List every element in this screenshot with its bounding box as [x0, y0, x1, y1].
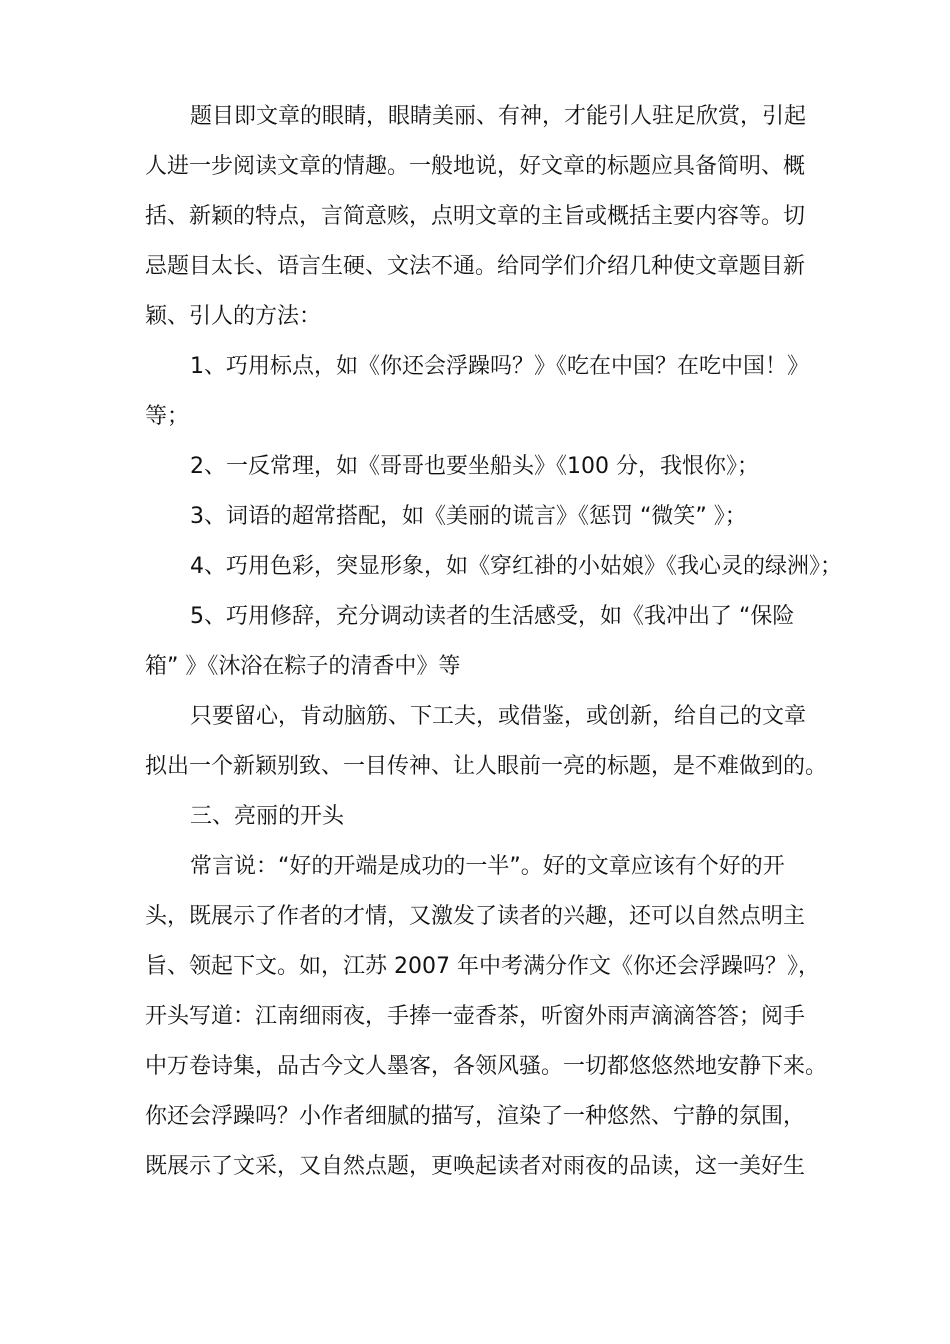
- paragraph-line: 头，既展示了作者的才情，又激发了读者的兴趣，还可以自然点明主: [145, 904, 806, 929]
- list-item: 4、巧用色彩，突显形象，如《穿红褂的小姑娘》《我心灵的绿洲》；: [190, 554, 842, 579]
- paragraph-line: 开头写道：江南细雨夜，手捧一壶香茶，听窗外雨声滴滴答答；阅手: [145, 1004, 806, 1029]
- paragraph-line: 既展示了文采，又自然点题，更唤起读者对雨夜的品读，这一美好生: [145, 1154, 806, 1179]
- paragraph-line: 颖、引人的方法：: [145, 304, 322, 329]
- list-item-continuation: 等；: [145, 404, 190, 429]
- list-item-continuation: 箱” 》《沐浴在粽子的清香中》等: [145, 654, 461, 679]
- paragraph-line: 只要留心，肯动脑筋、下工夫，或借鉴，或创新，给自己的文章: [190, 704, 807, 729]
- paragraph-line: 中万卷诗集，品古今文人墨客，各领风骚。一切都悠悠然地安静下来。: [145, 1054, 828, 1079]
- section-heading: 三、亮丽的开头: [190, 804, 345, 829]
- list-item: 2、一反常理，如《哥哥也要坐船头》《100 分，我恨你》；: [190, 454, 759, 479]
- paragraph-line: 你还会浮躁吗？小作者细腻的描写，渲染了一种悠然、宁静的氛围，: [145, 1104, 806, 1129]
- paragraph-line: 忌题目太长、语言生硬、文法不通。给同学们介绍几种使文章题目新: [145, 254, 806, 279]
- paragraph-line: 题目即文章的眼睛，眼睛美丽、有神，才能引人驻足欣赏，引起: [190, 104, 807, 129]
- list-item: 3、词语的超常搭配，如《美丽的谎言》《惩罚 “微笑” 》；: [190, 504, 747, 529]
- paragraph-line: 拟出一个新颖别致、一目传神、让人眼前一亮的标题，是不难做到的。: [145, 754, 828, 779]
- paragraph-line: 常言说：“好的开端是成功的一半”。好的文章应该有个好的开: [190, 854, 785, 879]
- list-item: 5、巧用修辞，充分调动读者的生活感受，如《我冲出了 “保险: [190, 604, 795, 629]
- paragraph-line: 旨、领起下文。如，江苏 2007 年中考满分作文《你还会浮躁吗？》，: [145, 954, 820, 979]
- paragraph-line: 括、新颖的特点，言简意赅，点明文章的主旨或概括主要内容等。切: [145, 204, 806, 229]
- paragraph-line: 人进一步阅读文章的情趣。一般地说，好文章的标题应具备简明、概: [145, 154, 806, 179]
- list-item: 1、巧用标点，如《你还会浮躁吗？》《吃在中国？在吃中国！》: [190, 354, 809, 379]
